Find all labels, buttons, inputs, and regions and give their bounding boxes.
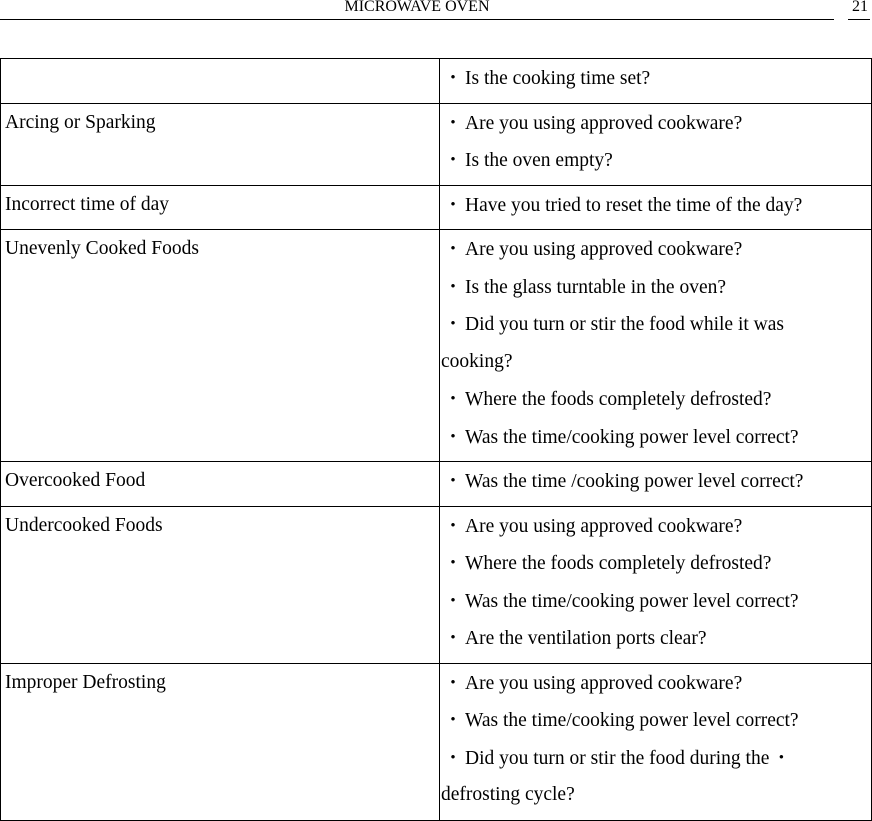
- problem-label: Incorrect time of day: [5, 193, 170, 215]
- table-row: [1, 506, 872, 663]
- bullet-icon: •: [450, 428, 456, 445]
- bullet-icon: •: [450, 152, 456, 168]
- problem-cell: [1, 103, 440, 185]
- check-text: Where the foods completely defrosted?: [465, 553, 772, 574]
- checks-cell: [440, 506, 872, 663]
- problem-cell: [1, 185, 440, 230]
- check-text: Is the glass turntable in the oven?: [465, 276, 727, 298]
- table-row: [1, 103, 872, 185]
- check-text: Where the foods completely defrosted?: [465, 389, 772, 410]
- bullet-icon: •: [450, 278, 456, 295]
- checks-cell: [440, 663, 872, 820]
- check-text: Was the time/cooking power level correct?: [465, 426, 799, 448]
- table-row: [1, 59, 872, 104]
- check-text: Is the oven empty?: [465, 150, 613, 171]
- header-title: MICROWAVE OVEN: [344, 0, 490, 15]
- problem-label: Improper Defrosting: [5, 671, 166, 693]
- problem-cell: [1, 506, 440, 663]
- check-item: [441, 147, 869, 185]
- check-text: Was the time/cooking power level correct?: [465, 710, 799, 731]
- check-item: [441, 274, 869, 312]
- page-header: [0, 0, 872, 21]
- problem-label: Arcing or Sparking: [5, 111, 156, 133]
- table-row: [1, 185, 872, 230]
- check-text: Are you using approved cookware?: [465, 112, 743, 134]
- bullet-icon: •: [450, 70, 456, 86]
- check-item: [441, 707, 869, 745]
- bullet-icon: •: [778, 749, 784, 766]
- problem-cell: [1, 59, 440, 104]
- checks-cell: [440, 462, 872, 507]
- check-item: [441, 386, 869, 424]
- bullet-icon: •: [450, 391, 456, 407]
- check-item: [441, 670, 869, 708]
- check-text: Are you using approved cookware?: [465, 239, 743, 260]
- check-text: defrosting cycle?: [441, 784, 575, 805]
- bullet-icon: •: [450, 630, 456, 646]
- problem-label: Undercooked Foods: [5, 514, 163, 536]
- troubleshooting-table: [0, 58, 872, 821]
- problem-label: Overcooked Food: [5, 470, 146, 491]
- bullet-icon: •: [450, 517, 456, 534]
- check-text: Are you using approved cookware?: [465, 515, 743, 537]
- bullet-icon: •: [450, 473, 456, 489]
- table-row: [1, 230, 872, 462]
- check-text: Did you turn or stir the food during the: [465, 747, 770, 769]
- check-item: [441, 782, 869, 820]
- checks-cell: [440, 185, 872, 230]
- check-item: [441, 625, 869, 663]
- check-item: [441, 110, 869, 148]
- bullet-icon: •: [450, 316, 456, 332]
- check-text: Are you using approved cookware?: [465, 672, 743, 694]
- check-text: Are the ventilation ports clear?: [465, 628, 707, 649]
- problem-cell: [1, 230, 440, 462]
- bullet-icon: •: [450, 749, 456, 766]
- check-text: Did you turn or stir the food while it was: [465, 314, 784, 335]
- problem-cell: [1, 462, 440, 507]
- check-text: Was the time/cooking power level correct?: [465, 590, 799, 612]
- check-item: [441, 468, 869, 506]
- checks-cell: [440, 103, 872, 185]
- check-item: [441, 311, 869, 349]
- checks-cell: [440, 230, 872, 462]
- check-text: Have you tried to reset the time of the day?: [465, 194, 803, 216]
- bullet-icon: •: [450, 114, 456, 131]
- troubleshooting-table-body: [1, 59, 872, 821]
- page-number-rule: [848, 19, 870, 20]
- checks-cell: [440, 59, 872, 104]
- check-item: [441, 424, 869, 462]
- check-item: [441, 513, 869, 551]
- problem-label: [5, 65, 439, 103]
- check-text: Was the time /cooking power level correct?: [465, 471, 804, 492]
- check-item: [441, 65, 869, 103]
- table-row: [1, 462, 872, 507]
- bullet-icon: •: [450, 241, 456, 257]
- check-text: cooking?: [441, 350, 513, 372]
- check-item: [441, 236, 869, 274]
- check-item: [441, 745, 869, 783]
- bullet-icon: •: [450, 674, 456, 691]
- check-item: [441, 192, 869, 230]
- bullet-icon: •: [450, 555, 456, 571]
- check-item: [441, 349, 869, 387]
- problem-cell: [1, 663, 440, 820]
- check-text: Is the cooking time set?: [465, 68, 651, 89]
- problem-label: Unevenly Cooked Foods: [5, 238, 199, 259]
- bullet-icon: •: [450, 592, 456, 609]
- table-row: [1, 663, 872, 820]
- check-item: [441, 550, 869, 588]
- bullet-icon: •: [450, 712, 456, 728]
- page-number: 21: [852, 0, 868, 15]
- bullet-icon: •: [450, 196, 456, 213]
- check-item: [441, 588, 869, 626]
- header-rule: [0, 19, 834, 20]
